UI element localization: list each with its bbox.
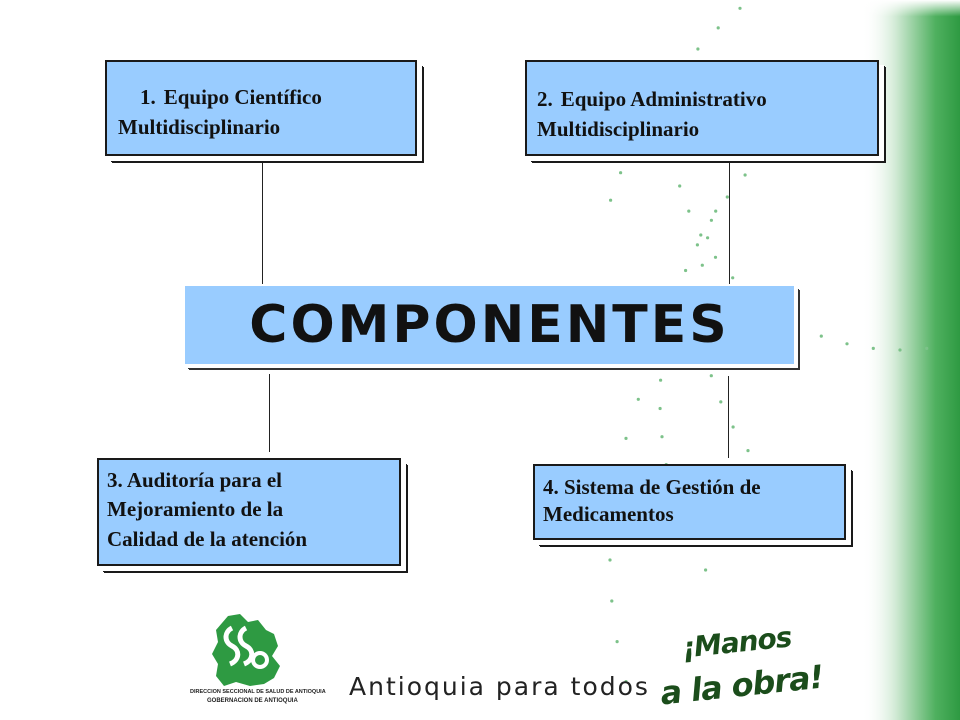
connector-line-4 bbox=[728, 376, 729, 458]
tagline: Antioquia para todos bbox=[349, 672, 650, 701]
component-2-number: 2. bbox=[537, 87, 553, 111]
decorative-dot bbox=[714, 210, 717, 213]
component-2-title-line bbox=[537, 84, 877, 114]
decorative-dot bbox=[717, 26, 720, 29]
decorative-dot bbox=[637, 398, 640, 401]
decorative-dot bbox=[898, 348, 901, 351]
decorative-dot bbox=[731, 276, 734, 279]
component-3-line3: Calidad de la atención bbox=[107, 526, 308, 551]
logo-left-line2: GOBERNACION DE ANTIOQUIA bbox=[207, 698, 298, 704]
decorative-dot bbox=[701, 264, 704, 267]
component-2-line1: Equipo Administrativo bbox=[560, 87, 767, 111]
component-box-2 bbox=[525, 60, 879, 156]
logo-left-line1: DIRECCION SECCIONAL DE SALUD DE ANTIOQUIA bbox=[190, 689, 326, 695]
decorative-dot bbox=[820, 335, 823, 338]
component-box-4 bbox=[533, 464, 846, 540]
component-3-line2: Mejoramiento de la bbox=[107, 497, 284, 522]
decorative-dot bbox=[619, 171, 622, 174]
decorative-dot bbox=[845, 342, 848, 345]
decorative-dot bbox=[732, 425, 735, 428]
decorative-dot bbox=[672, 158, 675, 161]
component-box-1 bbox=[105, 60, 417, 156]
decorative-dot bbox=[744, 173, 747, 176]
decorative-dot bbox=[616, 640, 619, 643]
decorative-dot bbox=[609, 199, 612, 202]
slogan-logo bbox=[652, 620, 825, 714]
component-4-line2: Medicamentos bbox=[543, 502, 674, 527]
decorative-dot bbox=[719, 400, 722, 403]
connector-line-1 bbox=[262, 158, 263, 284]
component-box-3 bbox=[97, 458, 401, 566]
decorative-dot bbox=[610, 599, 613, 602]
components-title: COMPONENTES bbox=[249, 295, 730, 355]
decorative-dot bbox=[691, 543, 694, 546]
decorative-dot bbox=[714, 256, 717, 259]
decorative-dot bbox=[699, 233, 702, 236]
decorative-dot bbox=[678, 184, 681, 187]
decorative-dot bbox=[659, 407, 662, 410]
slogan-line2: a la obra! bbox=[658, 657, 825, 713]
component-1-number: 1. bbox=[140, 85, 156, 109]
decorative-dot bbox=[696, 243, 699, 246]
decorative-dot bbox=[706, 236, 709, 239]
decorative-dot bbox=[882, 79, 885, 82]
decorative-dot bbox=[746, 449, 749, 452]
component-2-line2: Multidisciplinario bbox=[537, 117, 700, 142]
decorative-dot bbox=[624, 437, 627, 440]
decorative-dot bbox=[925, 347, 928, 350]
decorative-dot bbox=[710, 219, 713, 222]
decorative-dot bbox=[684, 269, 687, 272]
decorative-dot bbox=[704, 568, 707, 571]
component-3-line1: 3. Auditoría para el bbox=[107, 468, 283, 492]
decorative-dot bbox=[795, 324, 798, 327]
connector-line-3 bbox=[269, 374, 270, 452]
slogan-line1: ¡Manos bbox=[680, 620, 793, 665]
decorative-dot bbox=[660, 435, 663, 438]
component-1-line2: Multidisciplinario bbox=[118, 115, 281, 140]
component-4-line1: 4. Sistema de Gestión de bbox=[543, 475, 761, 499]
component-1-title-line bbox=[118, 82, 415, 112]
decorative-dot bbox=[738, 7, 741, 10]
decorative-dot bbox=[659, 379, 662, 382]
connector-line-2 bbox=[729, 158, 730, 284]
decorative-dot bbox=[696, 47, 699, 50]
decorative-dot bbox=[687, 210, 690, 213]
decorative-dot bbox=[710, 374, 713, 377]
decorative-dot bbox=[608, 558, 611, 561]
decorative-dot bbox=[872, 347, 875, 350]
components-title-box bbox=[183, 284, 794, 364]
component-1-line1: Equipo Científico bbox=[163, 85, 322, 109]
